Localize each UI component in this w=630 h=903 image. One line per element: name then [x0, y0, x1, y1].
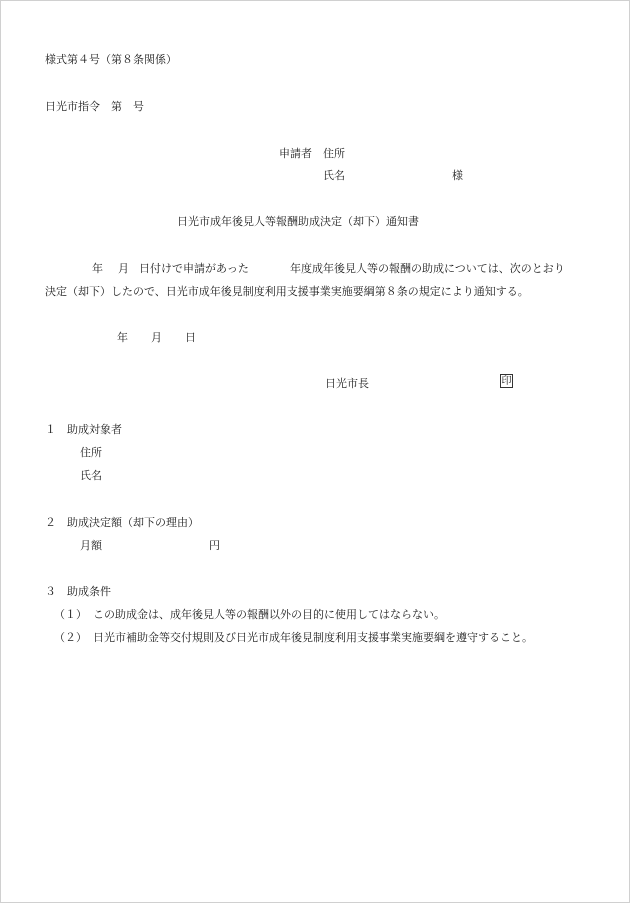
body-line1-rest: 年度成年後見人等の報酬の助成については、次のとおり [290, 262, 565, 275]
date-year: 年 [117, 331, 128, 344]
section1-heading: １ 助成対象者 [45, 423, 122, 436]
section2-heading: ２ 助成決定額（却下の理由） [45, 516, 199, 529]
section2-yen: 円 [209, 539, 220, 552]
date-month: 月 [151, 331, 162, 344]
section3-heading: ３ 助成条件 [45, 585, 111, 598]
section2-monthly-label: 月額 [80, 539, 102, 552]
condition-2-number: （２） [54, 631, 87, 644]
form-number: 様式第４号（第８条関係） [45, 53, 177, 66]
applicant-honorific: 様 [452, 169, 463, 182]
issuer-name: 日光市長 [325, 377, 369, 390]
applicant-name-label: 氏名 [323, 169, 345, 182]
condition-1-text: この助成金は、成年後見人等の報酬以外の目的に使用してはならない。 [93, 608, 445, 621]
seal-mark: 印 [501, 376, 512, 387]
body-year: 年 [92, 262, 103, 275]
body-line2: 決定（却下）したので、日光市成年後見制度利用支援事業実施要綱第８条の規定により通知する。 [45, 285, 529, 298]
condition-2-text: 日光市補助金等交付規則及び日光市成年後見制度利用支援事業実施要綱を遵守すること。 [93, 631, 533, 644]
reference-number: 日光市指令 第 号 [45, 100, 144, 113]
date-day: 日 [185, 331, 196, 344]
body-day-text: 日付けで申請があった [139, 262, 249, 275]
document-title: 日光市成年後見人等報酬助成決定（却下）通知書 [177, 215, 419, 228]
applicant-label: 申請者 [279, 147, 312, 160]
section1-name: 氏名 [80, 469, 102, 482]
section1-address: 住所 [80, 446, 102, 459]
condition-1-number: （１） [54, 608, 87, 621]
applicant-address-label: 住所 [323, 147, 345, 160]
body-month: 月 [118, 262, 129, 275]
